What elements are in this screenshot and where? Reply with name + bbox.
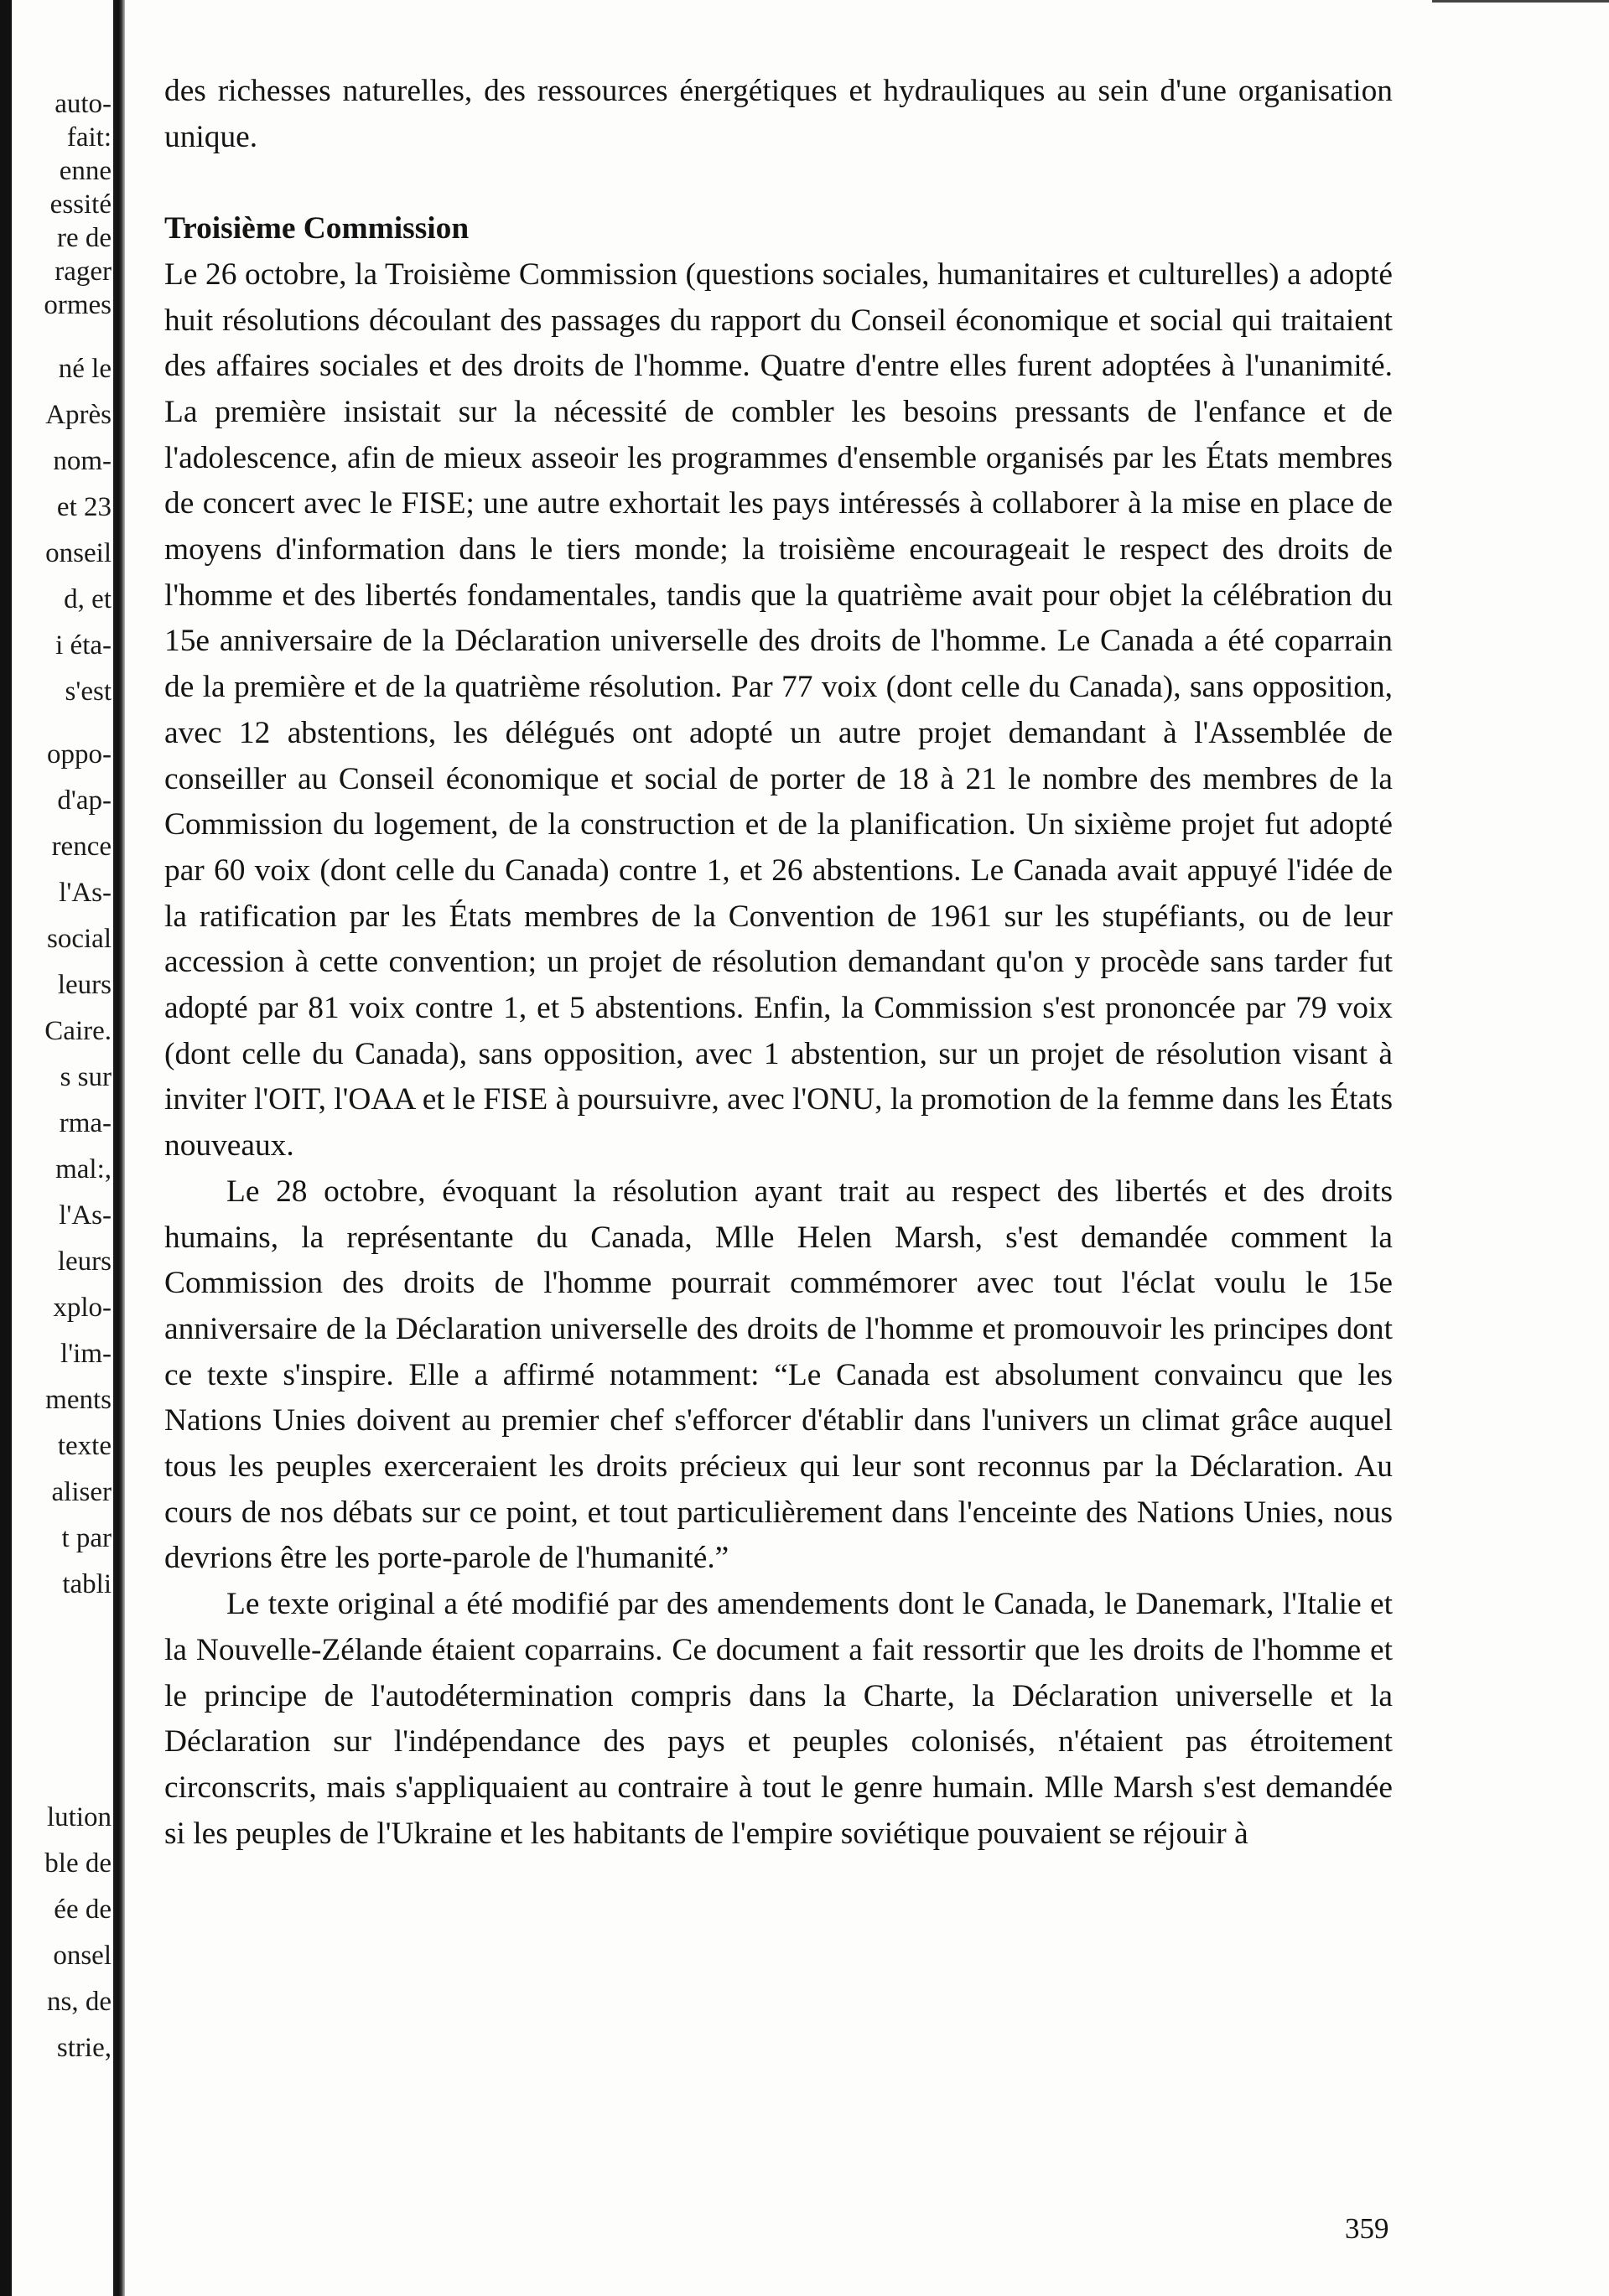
paragraph: Le 28 octobre, évoquant la résolution ayant trait au respect des libertés et des droits humains, la représentante du Canada, Mlle Helen Marsh, s'est demandée comment la Commission des droits de l'homme pourrait commémorer avec tout l'éclat voulu le 15e anniversaire de la Déclaration universelle des droits de l'homme et promouvoir les principes dont ce texte s'inspire. Elle a affirmé notamment: “Le Canada est absolument convaincu que les Nations Unies doivent au premier chef s'efforcer d'établir dans l'univers un climat grâce auquel tous les peuples exerceraient les droits précieux qui leur sont reconnus par la Déclaration. Au cours de nos débats sur ce point, et tout particulièrement dans l'enceinte des Nations Unies, nous devrions être les porte-parole de l'humanité.”	[164, 1174, 1393, 1576]
margin-fragment: Caire.	[44, 1016, 112, 1046]
margin-fragment: Après	[45, 400, 112, 430]
margin-fragment: mal:,	[55, 1154, 112, 1184]
margin-fragment: rma-	[59, 1108, 112, 1138]
margin-fragment: i éta-	[55, 630, 112, 661]
facing-page-fragments	[12, 0, 113, 2296]
margin-fragment: l'As-	[59, 878, 112, 908]
margin-fragment: ble de	[44, 1848, 112, 1879]
page-fold-shadow	[113, 0, 125, 2296]
margin-fragment: lution	[46, 1802, 112, 1832]
margin-fragment: ée de	[54, 1894, 112, 1925]
margin-fragment: tabli	[62, 1569, 112, 1599]
margin-fragment: xplo-	[53, 1293, 112, 1323]
margin-fragment: fait:	[66, 122, 112, 153]
margin-fragment: né le	[58, 354, 112, 384]
margin-fragment: strie,	[56, 2033, 112, 2063]
margin-fragment: ormes	[44, 290, 112, 320]
margin-fragment: leurs	[57, 1246, 112, 1277]
margin-fragment: onsel	[53, 1941, 112, 1971]
margin-fragment: ments	[45, 1385, 112, 1415]
margin-fragment: s'est	[65, 676, 112, 707]
section-heading: Troisième Commission	[164, 211, 470, 246]
margin-fragment: auto-	[54, 89, 112, 119]
body-text	[164, 69, 1393, 1857]
margin-fragment: enne	[59, 156, 112, 186]
paragraph: Le 26 octobre, la Troisième Commission (questions sociales, humanitaires et culturelles) a adopté huit résolutions découlant des passages du rapport du Conseil économique et social qui traitaient des affaires sociales et des droits de l'homme. Quatre d'entre elles furent adoptées à l'unanimité. La première insistait sur la nécessité de combler les besoins pressants de l'enfance et de l'adolescence, afin de mieux asseoir les programmes d'ensemble organisés par les États membres de concert avec le FISE; une autre exhortait les pays intéressés à collaborer à la mise en place de moyens d'information dans le tiers monde; la troisième encourageait le respect des droits de l'homme et des libertés fondamentales, tandis que la quatrième avait pour objet la célébration du 15e anniversaire de la Déclaration universelle des droits de l'homme. Le Canada a été coparrain de la première et de la quatrième résolution. Par 77 voix (dont celle du Canada), sans opposition, avec 12 abstentions, les délégués ont adopté un autre projet demandant à l'Assemblée de conseiller au Conseil économique et social de porter de 18 à 21 le nombre des membres de la Commission du logement, de la construction et de la planification. Un sixième projet fut adopté par 60 voix (dont celle du Canada) contre 1, et 26 abstentions. Le Canada avait appuyé l'idée de la ratification par les États membres de la Convention de 1961 sur les stupéfiants, ou de leur accession à cette convention; un projet de résolution demandant qu'on y procède sans tarder fut adopté par 81 voix contre 1, et 5 abstentions. Enfin, la Commission s'est prononcée par 79 voix (dont celle du Canada), sans opposition, avec 1 abstention, sur un projet de résolution visant à inviter l'OIT, l'OAA et le FISE à poursuivre, avec l'ONU, la promotion de la femme dans les États nouveaux.	[164, 257, 1393, 1164]
margin-fragment: d'ap-	[57, 785, 112, 816]
margin-fragment: texte	[57, 1431, 112, 1461]
margin-fragment: oppo-	[47, 739, 112, 770]
page-number: 359	[1345, 2212, 1389, 2245]
margin-fragment: l'As-	[59, 1200, 112, 1231]
margin-fragment: aliser	[51, 1477, 112, 1507]
margin-fragment: t par	[61, 1523, 112, 1553]
margin-fragment: et 23	[56, 492, 112, 522]
binding-edge	[0, 0, 12, 2296]
margin-fragment: onseil	[45, 538, 112, 568]
margin-fragment: rence	[51, 832, 112, 862]
top-edge-rule	[1432, 0, 1609, 3]
margin-fragment: re de	[56, 223, 112, 253]
margin-fragment: l'im-	[60, 1339, 112, 1369]
margin-fragment: nom-	[53, 446, 112, 476]
margin-fragment: leurs	[57, 970, 112, 1000]
paragraph: Le texte original a été modifié par des amendements dont le Canada, le Danemark, l'Italie et la Nouvelle-Zélande étaient coparrains. Ce document a fait ressortir que les droits de l'homme et le principe de l'autodétermination compris dans la Charte, la Déclaration universelle et la Déclaration sur l'indépendance des pays et peuples colonisés, n'étaient pas étroitement circonscrits, mais s'appliquaient au contraire à tout le genre humain. Mlle Marsh s'est demandée si les peuples de l'Ukraine et les habitants de l'empire soviétique pouvaient se réjouir à	[164, 1587, 1393, 1851]
margin-fragment: d, et	[64, 584, 112, 614]
paragraph-continuation: des richesses naturelles, des ressources énergétiques et hydrauliques au sein d'une organisation unique.	[164, 74, 1393, 154]
margin-fragment: s sur	[60, 1062, 112, 1092]
margin-fragment: essité	[49, 189, 112, 220]
margin-fragment: ns, de	[47, 1987, 112, 2017]
margin-fragment: rager	[54, 257, 112, 287]
margin-fragment: social	[47, 924, 112, 954]
